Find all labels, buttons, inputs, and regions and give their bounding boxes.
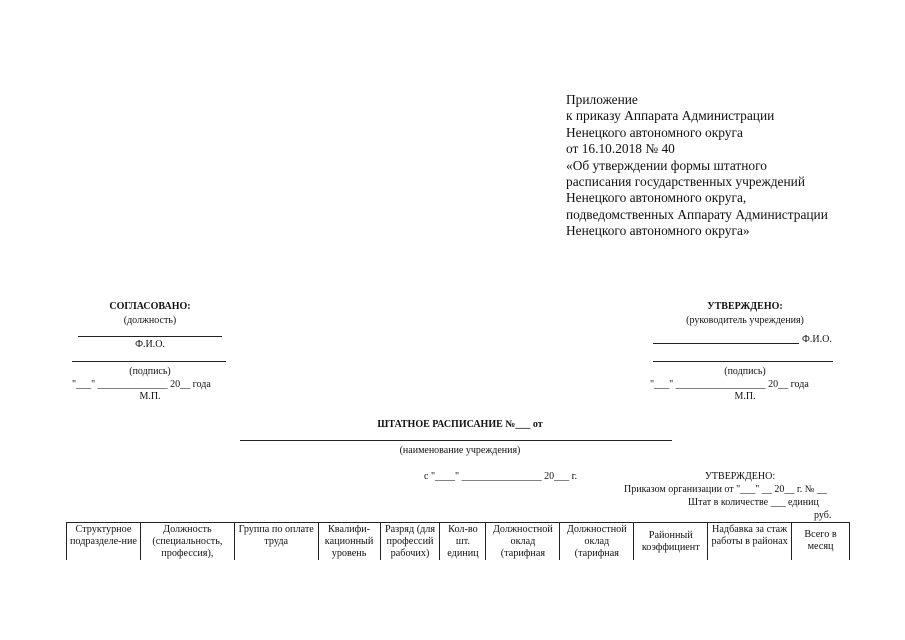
column-header: Районный коэффициент	[634, 523, 708, 561]
column-header: Должность (специальность, профессия),	[140, 523, 234, 561]
column-header: Группа по оплате труда	[234, 523, 318, 561]
approved-date-line: "___" __________________ 20__ года	[650, 379, 809, 390]
column-header: Надбавка за стаж работы в районах	[708, 523, 792, 561]
appendix-line: Приложение	[566, 92, 638, 107]
approved-order-line: Приказом организации от "___" __ 20__ г. № __	[624, 484, 827, 495]
column-header: Должностной оклад (тарифная	[486, 523, 560, 561]
staffing-table	[66, 522, 850, 561]
appendix-line: подведомственных Аппарату Администрации	[566, 206, 828, 222]
agreed-title: СОГЛАСОВАНО:	[109, 301, 191, 312]
agreed-position-line	[78, 336, 222, 337]
approved-head-line	[653, 343, 799, 344]
appendix-line: Ненецкого автономного округа,	[566, 190, 747, 206]
table-header-row	[67, 523, 850, 561]
agreed-position-hint: (должность)	[123, 315, 177, 326]
approved-fio: Ф.И.О.	[802, 334, 832, 345]
appendix-line: к приказу Аппарата Администрации	[566, 108, 775, 124]
schedule-from-date: с "____" ________________ 20___ г.	[424, 471, 578, 482]
approved-stamp: М.П.	[734, 391, 756, 402]
institution-line	[240, 440, 672, 441]
agreed-signature-hint: (подпись)	[129, 366, 171, 377]
appendix-line: расписания государственных учреждений	[566, 174, 805, 190]
agreed-stamp: М.П.	[139, 391, 161, 402]
approved-signature-line	[653, 361, 833, 362]
column-header: Разряд (для профессий рабочих)	[380, 523, 440, 561]
approved-order-title: УТВЕРЖДЕНО:	[704, 471, 776, 482]
column-header: Всего в месяц	[792, 523, 850, 561]
column-header: Должностной оклад (тарифная	[560, 523, 634, 561]
appendix-line: Ненецкого автономного округа»	[566, 223, 750, 239]
approved-signature-hint: (подпись)	[724, 366, 766, 377]
schedule-title: ШТАТНОЕ РАСПИСАНИЕ №___ от	[377, 419, 543, 430]
appendix-line: от 16.10.2018 № 40	[566, 141, 675, 157]
column-header: Структурное подразделе-ние	[67, 523, 141, 561]
appendix-header	[566, 92, 896, 240]
currency-label: руб.	[814, 510, 832, 521]
agreed-fio: Ф.И.О.	[135, 339, 165, 350]
page-crop	[66, 560, 850, 640]
institution-hint: (наименование учреждения)	[399, 445, 521, 456]
appendix-line: «Об утверждении формы штатного	[566, 157, 767, 173]
agreed-date-line: "___" ______________ 20__ года	[72, 379, 211, 390]
approved-position-hint: (руководитель учреждения)	[686, 315, 804, 326]
appendix-line: Ненецкого автономного округа	[566, 124, 743, 140]
approved-title: УТВЕРЖДЕНО:	[707, 301, 783, 312]
column-header: Квалифи-кационный уровень	[318, 523, 380, 561]
column-header: Кол-во шт. единиц	[440, 523, 486, 561]
staff-count: Штат в количестве ___ единиц	[688, 497, 819, 508]
agreed-signature-line	[72, 361, 226, 362]
